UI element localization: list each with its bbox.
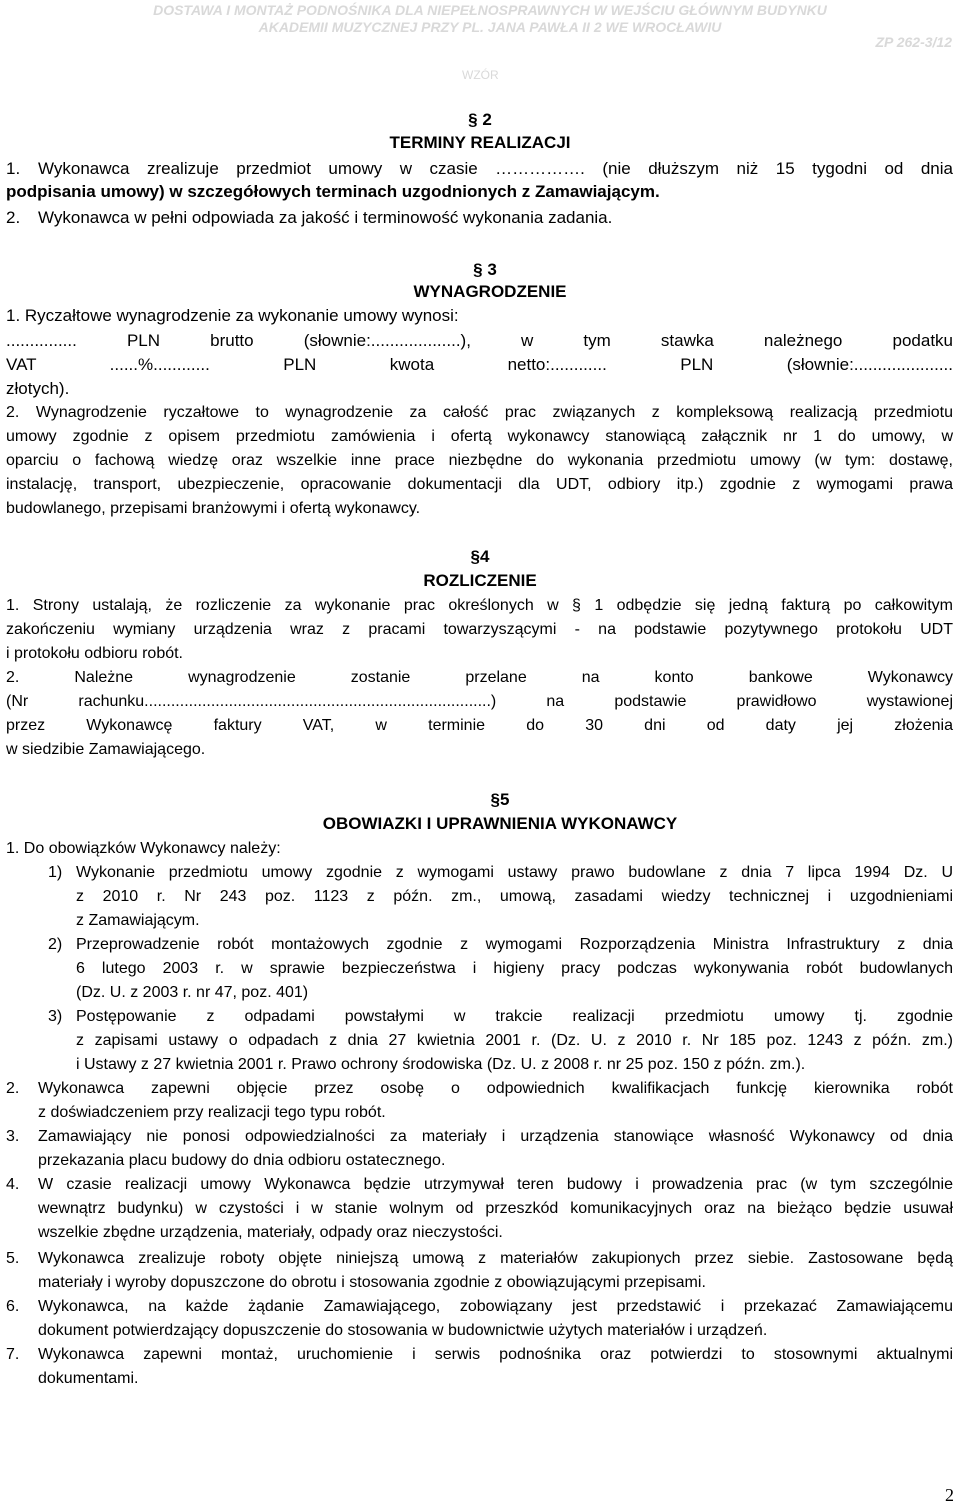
s5-item-4-number: 4.	[6, 1176, 20, 1193]
s5-item-7-line-2: dokumentami.	[38, 1370, 139, 1387]
s5-sub-1-line-3: z Zamawiającym.	[76, 912, 200, 929]
s3-item-1-line-1: 1. Ryczałtowe wynagrodzenie za wykonanie umowy wynosi:	[6, 306, 459, 325]
s5-item-7-line-1: Wykonawca zapewni montaż, uruchomienie i serwis podnośnika oraz potwierdzi to stosownymi aktualnymi	[38, 1346, 953, 1363]
s5-item-2-line-1: Wykonawca zapewni objęcie przez osobę o odpowiednich kwalifikacjach funkcję kierownika robót	[38, 1080, 953, 1097]
s5-sub-3-number: 3)	[48, 1008, 63, 1025]
s2-item-2-text: Wykonawca w pełni odpowiada za jakość i terminowość wykonania zadania.	[38, 208, 613, 227]
s5-item-4-line-1: W czasie realizacji umowy Wykonawca będzie utrzymywał teren budowy i prowadzenia prac (w tym szczególnie	[38, 1176, 953, 1193]
s5-sub-2-line-2: 6 lutego 2003 r. w sprawie bezpieczeństwa i higieny pracy podczas wykonywania robót budowlanych	[76, 960, 953, 977]
s5-sub-1-number: 1)	[48, 864, 63, 881]
s4-item-1-line-3: i protokołu odbioru robót.	[6, 645, 183, 662]
s5-sub-1-line-2: z 2010 r. Nr 243 poz. 1123 z późn. zm., umową, zasadami wiedzy technicznej i uzgodnieniami	[76, 888, 953, 905]
s5-item-4-line-2: wewnątrz budynku) w czystości i w stanie wolnym od przeszkód komunikacyjnych oraz na bieżąco będzie usuwał	[38, 1200, 953, 1217]
section-3-title: WYNAGRODZENIE	[413, 282, 567, 301]
s5-item-5-line-1: Wykonawca zrealizuje roboty objęte niniejszą umową z materiałów zakupionych przez siebie. Zastosowane będą	[38, 1250, 953, 1267]
s3-item-2-line-2: umowy zgodnie z opisem przedmiotu zamówienia i ofertą wykonawcy stanowiącą załącznik nr 1 do umowy, w	[6, 428, 953, 445]
section-3-number: § 3	[473, 260, 497, 279]
s3-item-1-line-3: VAT ......%............ PLN kwota netto:............ PLN (słownie:.....................	[6, 355, 953, 374]
s3-item-2-line-4: instalację, transport, ubezpieczenie, opracowanie dokumentacji dla UDT, odbiory itp.) zgodnie z wymogami prawa	[6, 476, 953, 493]
s5-sub-1-line-1: Wykonanie przedmiotu umowy zgodnie z wymogami ustawy prawo budowlane z dnia 7 lipca 1994 Dz. U	[76, 864, 953, 881]
section-2-number: § 2	[468, 110, 492, 129]
s3-item-1-line-2: ............... PLN brutto (słownie:...................), w tym stawka należnego podatku	[6, 331, 953, 350]
s3-item-2-line-3: oparciu o fachową wiedzę oraz wszelkie inne prace niezbędne do wykonania przedmiotu umowy (w tym: dostawę,	[6, 452, 953, 469]
s5-item-3-line-2: przekazania placu budowy do dnia odbioru ostatecznego.	[38, 1152, 446, 1169]
s5-item-6-line-2: dokument potwierdzający dopuszczenie do stosowania w budownictwie użytych materiałów i urządzeń.	[38, 1322, 768, 1339]
document-header-line-2: AKADEMII MUZYCZNEJ PRZY PL. JANA PAWŁA II 2 WE WROCŁAWIU	[258, 19, 722, 35]
s5-item-6-line-1: Wykonawca, na każde żądanie Zamawiającego, zobowiązany jest przedstawić i przekazać Zamawiającemu	[38, 1298, 953, 1315]
s4-item-1-line-1: 1. Strony ustalają, że rozliczenie za wykonanie prac określonych w § 1 odbędzie się jedną fakturą po całkowitym	[6, 597, 953, 614]
s5-item-2-number: 2.	[6, 1080, 20, 1097]
s5-item-7-number: 7.	[6, 1346, 20, 1363]
s5-item-3-line-1: Zamawiający nie ponosi odpowiedzialności za materiały i urządzenia stanowiące własność Wykonawcy od dnia	[38, 1128, 953, 1145]
document-header-line-1: DOSTAWA I MONTAŻ PODNOŚNIKA DLA NIEPEŁNOSPRAWNYCH W WEJŚCIU GŁÓWNYM BUDYNKU	[153, 2, 827, 18]
s5-item-6-number: 6.	[6, 1298, 20, 1315]
page-number: 2	[945, 1485, 954, 1505]
s5-item-4-line-3: wszelkie zbędne urządzenia, materiały, odpady oraz nieczystości.	[38, 1224, 503, 1241]
s5-sub-3-line-3: i Ustawy z 27 kwietnia 2001 r. Prawo ochrony środowiska (Dz. U. z 2008 r. nr 25 poz. 150 z późn. zm.).	[76, 1056, 806, 1073]
section-5-number: §5	[490, 790, 510, 809]
s5-sub-3-line-2: z zapisami ustawy o odpadach z dnia 27 kwietnia 2001 r. (Dz. U. z 2010 r. Nr 185 poz. 1243 z późn. zm.)	[76, 1032, 953, 1049]
section-2-title: TERMINY REALIZACJI	[389, 133, 571, 152]
s5-sub-3-line-1: Postępowanie z odpadami powstałymi w trakcie realizacji przedmiotu umowy tj. zgodnie	[76, 1008, 953, 1025]
s3-item-2-line-1: 2. Wynagrodzenie ryczałtowe to wynagrodzenie za całość prac związanych z kompleksową realizacją przedmiotu	[6, 404, 953, 421]
s3-item-2-line-5: budowlanego, przepisami branżowymi i ofertą wykonawcy.	[6, 500, 421, 517]
s4-item-2-line-2: (Nr rachunku..............................................................................) na podstawie prawidłowo wystawionej	[6, 693, 953, 710]
section-4-title: ROZLICZENIE	[423, 571, 537, 590]
s4-item-1-line-2: zakończeniu wymiany urządzenia wraz z pracami towarzyszącymi - na podstawie pozytywnego protokołu UDT	[6, 621, 953, 638]
s4-item-2-line-1: 2. Należne wynagrodzenie zostanie przelane na konto bankowe Wykonawcy	[6, 669, 953, 686]
s5-sub-2-number: 2)	[48, 936, 63, 953]
template-watermark: WZÓR	[462, 68, 499, 82]
s2-item-1-line-1: Wykonawca zrealizuje przedmiot umowy w czasie ……………. (nie dłuższym niż 15 tygodni od dnia	[38, 159, 953, 178]
s5-item-5-number: 5.	[6, 1250, 20, 1267]
s5-item-3-number: 3.	[6, 1128, 20, 1145]
s2-item-1-line-2: podpisania umowy) w szczegółowych terminach uzgodnionych z Zamawiającym.	[6, 182, 660, 201]
section-5-title: OBOWIAZKI I UPRAWNIENIA WYKONAWCY	[322, 814, 678, 833]
s3-item-1-line-4: złotych).	[6, 379, 70, 398]
s5-sub-2-line-3: (Dz. U. z 2003 r. nr 47, poz. 401)	[76, 984, 309, 1001]
s5-item-1-intro: 1. Do obowiązków Wykonawcy należy:	[6, 840, 281, 857]
s5-sub-2-line-1: Przeprowadzenie robót montażowych zgodnie z wymogami Rozporządzenia Ministra Infrastruktury z dnia	[76, 936, 953, 953]
s2-item-2-number: 2.	[6, 208, 21, 227]
s4-item-2-line-4: w siedzibie Zamawiającego.	[6, 741, 206, 758]
s2-item-1-number: 1.	[6, 159, 21, 178]
s4-item-2-line-3: przez Wykonawcę faktury VAT, w terminie do 30 dni od daty jej złożenia	[6, 717, 953, 734]
reference-number: ZP 262-3/12	[875, 34, 952, 50]
s5-item-5-line-2: materiały i wyroby dopuszczone do obrotu i stosowania zgodnie z obowiązującymi przepisami.	[38, 1274, 706, 1291]
section-4-number: §4	[470, 547, 490, 566]
s5-item-2-line-2: z doświadczeniem przy realizacji tego typu robót.	[38, 1104, 386, 1121]
